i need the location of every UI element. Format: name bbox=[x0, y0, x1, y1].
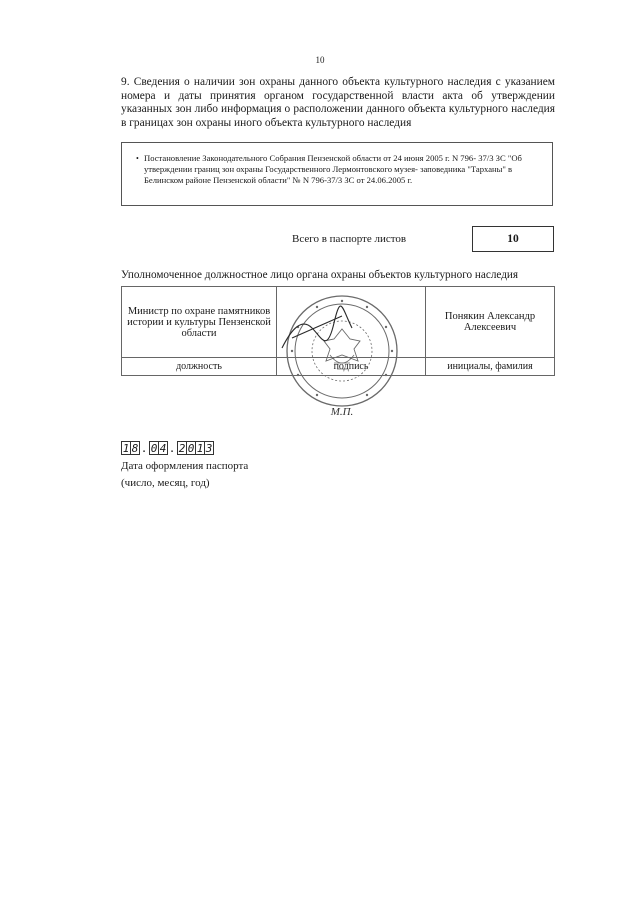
caption-signature: подпись bbox=[277, 358, 426, 376]
date-digit: 4 bbox=[159, 441, 167, 455]
date-digit: 0 bbox=[150, 441, 158, 455]
sheets-count: 10 bbox=[472, 226, 554, 252]
caption-name: инициалы, фамилия bbox=[426, 358, 555, 376]
reference-box bbox=[121, 142, 553, 206]
date-digit: 8 bbox=[131, 441, 139, 455]
sheets-label: Всего в паспорте листов bbox=[292, 233, 407, 245]
official-name: Понякин Александр Алексеевич bbox=[426, 287, 555, 358]
section-heading: 9. Сведения о наличии зон охраны данного объекта культурного наследия с указанием номера и даты принятия органом государственной власти акта об утверждении указанных зон либо информация о расположении данного объекта культурного наследия в границах зон охраны иного объекта культурного наследия bbox=[121, 76, 555, 129]
date-digit: 0 bbox=[187, 441, 195, 455]
official-position: Министр по охране памятников истории и культуры Пензенской области bbox=[122, 287, 277, 358]
date-digit: 2 bbox=[178, 441, 186, 455]
reference-text: Постановление Законодательного Собрания Пензенской области от 24 июня 2005 г. N 796- 37/3 ЗС "Об утверждении границ зон охраны Государственного Лермонтовского музея- заповедника "Тарханы" в Белинском районе Пензенской области" № N 796-37/3 ЗС от 24.06.2005 г. bbox=[144, 153, 522, 185]
date-format-hint: (число, месяц, год) bbox=[121, 477, 210, 489]
date-separator: . bbox=[140, 441, 148, 455]
caption-position: должность bbox=[122, 358, 277, 376]
date-digit: 3 bbox=[205, 441, 213, 455]
date-label: Дата оформления паспорта bbox=[121, 460, 249, 472]
handwritten-signature bbox=[272, 298, 362, 364]
stamp-mark: М.П. bbox=[330, 406, 354, 418]
page-number: 10 bbox=[315, 55, 325, 65]
date-digit: 1 bbox=[196, 441, 204, 455]
date-digit: 1 bbox=[122, 441, 130, 455]
official-title: Уполномоченное должностное лицо органа охраны объектов культурного наследия bbox=[121, 269, 519, 281]
issue-date bbox=[121, 441, 213, 455]
date-separator: . bbox=[168, 441, 176, 455]
bullet-icon: • bbox=[136, 154, 139, 163]
